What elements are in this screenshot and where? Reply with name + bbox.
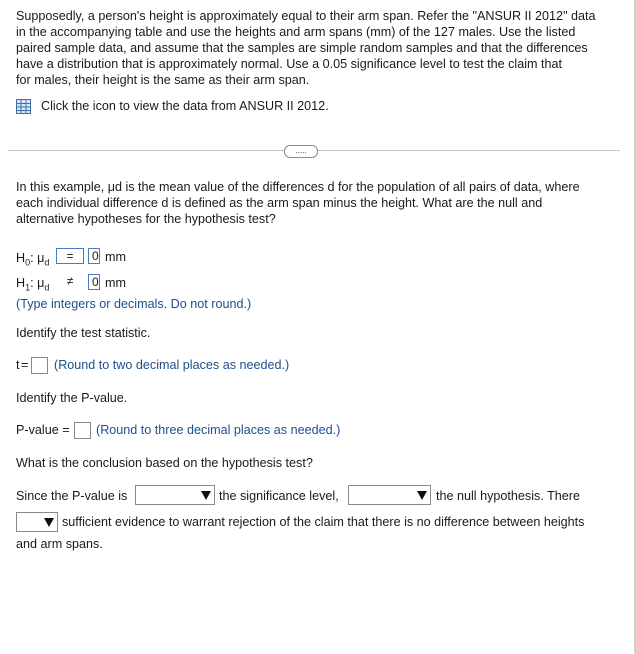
expand-button[interactable]: .....: [284, 145, 318, 158]
triangle-down-icon: [417, 491, 427, 500]
decision-dropdown[interactable]: [348, 485, 431, 505]
h0-value-input[interactable]: 0: [88, 248, 100, 264]
problem-line: have a distribution that is approximately normal. Use a 0.05 significance level to test the claim that: [16, 57, 563, 71]
h0-unit: mm: [105, 250, 126, 264]
conclusion-text-5: and arm spans.: [16, 537, 103, 551]
p-value-input[interactable]: [74, 422, 91, 439]
problem-statement: [16, 8, 616, 88]
conclusion-text-1: Since the P-value is: [16, 489, 128, 503]
problem-line: Supposedly, a person's height is approximately equal to their arm span. Refer the "ANSUR II 2012" data: [16, 9, 596, 23]
p-value-note: (Round to three decimal places as needed.): [96, 423, 341, 437]
h1-unit: mm: [105, 276, 126, 290]
hypotheses-note: (Type integers or decimals. Do not round.): [16, 297, 252, 311]
question-text: [16, 179, 616, 227]
t-note: (Round to two decimal places as needed.): [54, 358, 290, 372]
triangle-down-icon: [201, 491, 211, 500]
problem-line: for males, their height is the same as their arm span.: [16, 73, 310, 87]
t-input[interactable]: [31, 357, 48, 374]
grid-table-icon[interactable]: [16, 99, 31, 114]
question-line: In this example, μd is the mean value of the differences d for the population of all pairs of data, where: [16, 180, 580, 194]
h1-value-input[interactable]: 0: [88, 274, 100, 290]
conclusion-prompt: What is the conclusion based on the hypothesis test?: [16, 456, 313, 470]
test-statistic-prompt: Identify the test statistic.: [16, 326, 151, 340]
conclusion-text-4: sufficient evidence to warrant rejection of the claim that there is no difference between heights: [62, 515, 585, 529]
p-value-label: P-value =: [16, 423, 70, 437]
problem-line: in the accompanying table and use the heights and arm spans (mm) of the 127 males. Use the listed: [16, 25, 576, 39]
h1-operator-select[interactable]: ≠: [66, 274, 74, 288]
data-link-text[interactable]: Click the icon to view the data from ANSUR II 2012.: [41, 99, 329, 113]
question-line: alternative hypotheses for the hypothesis test?: [16, 212, 276, 226]
conclusion-text-2: the significance level,: [219, 489, 339, 503]
p-value-prompt: Identify the P-value.: [16, 391, 128, 405]
problem-line: paired sample data, and assume that the samples are simple random samples and that the differences: [16, 41, 588, 55]
h0-operator-select[interactable]: =: [56, 248, 84, 264]
h0-label: $H_0$: $\mu_d$: [16, 251, 50, 268]
triangle-down-icon: [44, 518, 54, 527]
h1-label: $H_1$: $\mu_d$: [16, 276, 50, 293]
conclusion-text-3: the null hypothesis. There: [436, 489, 580, 503]
t-label: t =: [16, 358, 28, 372]
comparison-dropdown[interactable]: [135, 485, 215, 505]
question-line: each individual difference d is defined as the arm span minus the height. What are the null and: [16, 196, 543, 210]
evidence-dropdown[interactable]: [16, 512, 58, 532]
